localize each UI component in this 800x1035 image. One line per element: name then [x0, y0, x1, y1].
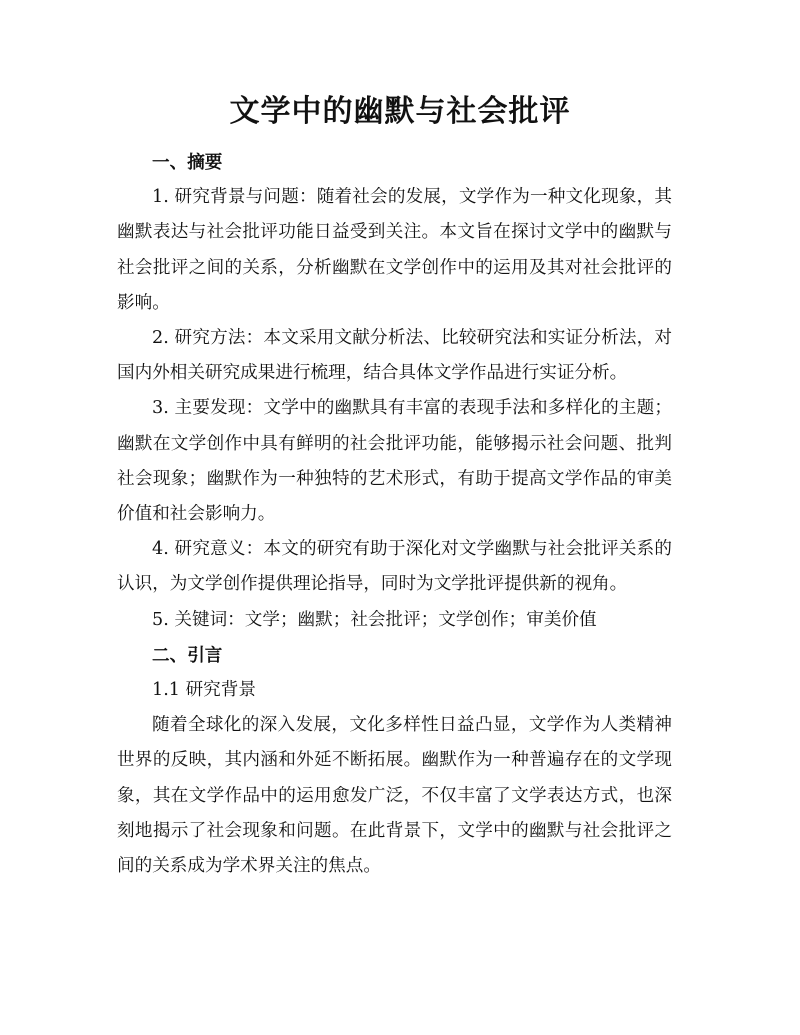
abstract-paragraph-keywords: 5. 关键词：文学；幽默；社会批评；文学创作；审美价值	[152, 609, 597, 630]
abstract-paragraph-method: 2. 研究方法：本文采用文献分析法、比较研究法和实证分析法，对国内外相关研究成果进行梳理，结合具体文学作品进行实证分析。	[117, 328, 672, 384]
introduction-paragraph: 随着全球化的深入发展，文化多样性日益凸显，文学作为人类精神世界的反映，其内涵和外延不断拓展。幽默作为一种普遍存在的文学现象，其在文学作品中的运用愈发广泛，不仅丰富了文学表达方式，也深刻地揭示了社会现象和问题。在此背景下，文学中的幽默与社会批评之间的关系成为学术界关注的焦点。	[117, 715, 672, 877]
document-body	[117, 145, 672, 884]
page-title: 文学中的幽默与社会批评	[229, 94, 571, 129]
section-heading-introduction: 二、引言	[152, 644, 223, 666]
abstract-paragraph-background: 1. 研究背景与问题：随着社会的发展，文学作为一种文化现象，其幽默表达与社会批评功能日益受到关注。本文旨在探讨文学中的幽默与社会批评之间的关系，分析幽默在文学创作中的运用及其对社会批评的影响。	[117, 187, 672, 313]
abstract-paragraph-findings: 3. 主要发现：文学中的幽默具有丰富的表现手法和多样化的主题；幽默在文学创作中具有鲜明的社会批评功能，能够揭示社会问题、批判社会现象；幽默作为一种独特的艺术形式，有助于提高文学作品的审美价值和社会影响力。	[117, 398, 672, 525]
section-heading-abstract: 一、摘要	[152, 152, 223, 173]
abstract-paragraph-significance: 4. 研究意义：本文的研究有助于深化对文学幽默与社会批评关系的认识，为文学创作提供理论指导，同时为文学批评提供新的视角。	[117, 539, 672, 595]
subsection-heading-background: 1.1 研究背景	[152, 680, 256, 701]
